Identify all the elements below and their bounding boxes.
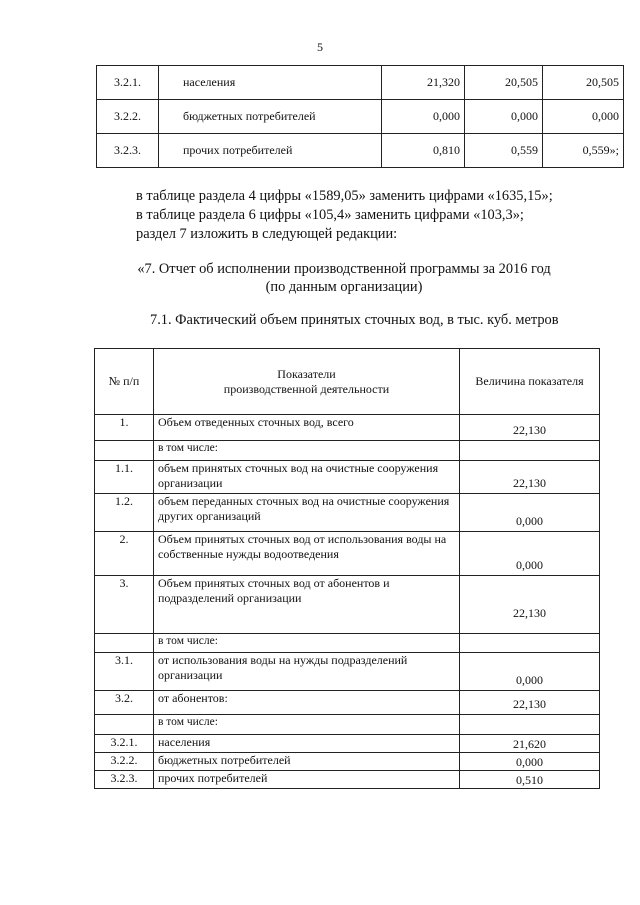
value-cell: 0,000 xyxy=(382,100,465,134)
table-row xyxy=(95,771,600,789)
table-row xyxy=(95,653,600,691)
section-subtitle: (по данным организации) xyxy=(265,279,423,295)
row-indicator: в том числе: xyxy=(154,441,460,461)
table-row xyxy=(95,415,600,441)
row-number xyxy=(95,441,154,461)
row-indicator: населения xyxy=(154,735,460,753)
table-row xyxy=(95,494,600,532)
table-row xyxy=(95,634,600,653)
row-indicator: прочих потребителей xyxy=(154,771,460,789)
table-row xyxy=(95,532,600,576)
row-value xyxy=(460,634,600,653)
row-number: 1. xyxy=(95,415,154,441)
row-number xyxy=(95,715,154,735)
row-number: 1.1. xyxy=(95,461,154,494)
row-indicator: бюджетных потребителей xyxy=(154,753,460,771)
row-number: 3.1. xyxy=(95,653,154,691)
wastewater-table xyxy=(94,348,600,789)
row-number: 2. xyxy=(95,532,154,576)
table-row xyxy=(97,100,624,134)
row-value: 0,000 xyxy=(460,494,600,532)
row-number: 1.2. xyxy=(95,494,154,532)
value-cell: 0,810 xyxy=(382,134,465,168)
row-value xyxy=(460,715,600,735)
row-indicator: Объем принятых сточных вод от абонентов и подразделений организации xyxy=(154,576,460,634)
row-value: 22,130 xyxy=(460,691,600,715)
continuation-table xyxy=(96,65,624,168)
row-indicator: объем переданных сточных вод на очистные сооружения других организаций xyxy=(154,494,460,532)
value-cell: 0,559»; xyxy=(543,134,624,168)
header-indicator xyxy=(154,349,460,415)
row-number: 3.2.1. xyxy=(95,735,154,753)
row-indicator: в том числе: xyxy=(154,715,460,735)
row-number: 3.2. xyxy=(95,691,154,715)
table-row xyxy=(95,461,600,494)
row-number: 3.2.2. xyxy=(97,100,159,134)
header-value: Величина показателя xyxy=(460,349,600,415)
row-value xyxy=(460,441,600,461)
header-indicator-line1: Показатели xyxy=(277,366,336,381)
header-number: № п/п xyxy=(95,349,154,415)
value-cell: 20,505 xyxy=(465,66,543,100)
row-label: прочих потребителей xyxy=(159,134,382,168)
row-number: 3.2.3. xyxy=(97,134,159,168)
row-indicator: объем принятых сточных вод на очистные сооружения организации xyxy=(154,461,460,494)
row-value: 22,130 xyxy=(460,461,600,494)
row-value: 0,510 xyxy=(460,771,600,789)
table-row xyxy=(95,753,600,771)
value-cell: 21,320 xyxy=(382,66,465,100)
value-cell: 0,000 xyxy=(465,100,543,134)
row-label: бюджетных потребителей xyxy=(159,100,382,134)
row-value: 0,000 xyxy=(460,753,600,771)
row-number: 3.2.1. xyxy=(97,66,159,100)
subsection-title: 7.1. Фактический объем принятых сточных вод, в тыс. куб. метров xyxy=(150,312,559,328)
row-number: 3.2.3. xyxy=(95,771,154,789)
header-indicator-line2: производственной деятельности xyxy=(223,381,390,396)
row-indicator: в том числе: xyxy=(154,634,460,653)
amendment-paragraph: раздел 7 изложить в следующей редакции: xyxy=(136,226,398,242)
amendment-paragraph: в таблице раздела 4 цифры «1589,05» заменить цифрами «1635,15»; xyxy=(136,188,553,204)
table-row xyxy=(95,735,600,753)
value-cell: 0,000 xyxy=(543,100,624,134)
amendment-paragraph: в таблице раздела 6 цифры «105,4» заменить цифрами «103,3»; xyxy=(136,207,524,223)
row-value: 22,130 xyxy=(460,415,600,441)
table-row xyxy=(95,576,600,634)
table-header-row xyxy=(95,349,600,415)
row-number: 3.2.2. xyxy=(95,753,154,771)
section-title: «7. Отчет об исполнении производственной программы за 2016 год xyxy=(137,261,551,277)
row-value: 0,000 xyxy=(460,532,600,576)
row-label: населения xyxy=(159,66,382,100)
row-number xyxy=(95,634,154,653)
row-number: 3. xyxy=(95,576,154,634)
table-row xyxy=(95,441,600,461)
table-row xyxy=(97,134,624,168)
table-row xyxy=(95,691,600,715)
page-number: 5 xyxy=(317,40,323,54)
table-row xyxy=(97,66,624,100)
row-value: 22,130 xyxy=(460,576,600,634)
row-value: 0,000 xyxy=(460,653,600,691)
row-value: 21,620 xyxy=(460,735,600,753)
row-indicator: от абонентов: xyxy=(154,691,460,715)
row-indicator: Объем принятых сточных вод от использования воды на собственные нужды водоотведения xyxy=(154,532,460,576)
row-indicator: Объем отведенных сточных вод, всего xyxy=(154,415,460,441)
row-indicator: от использования воды на нужды подразделений организации xyxy=(154,653,460,691)
value-cell: 20,505 xyxy=(543,66,624,100)
table-row xyxy=(95,715,600,735)
value-cell: 0,559 xyxy=(465,134,543,168)
